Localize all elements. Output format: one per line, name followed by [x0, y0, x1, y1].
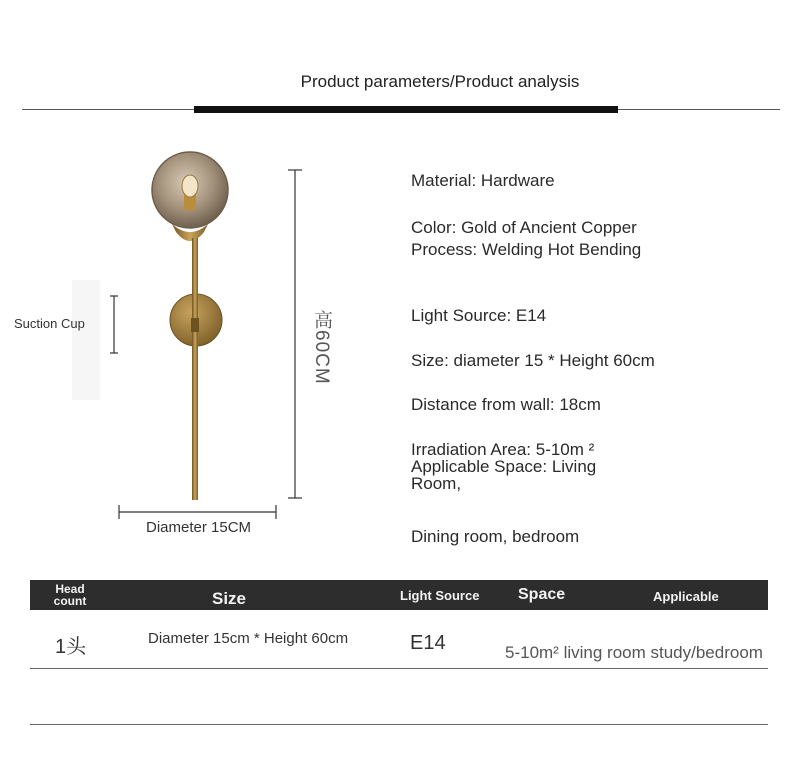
td-size: Diameter 15cm * Height 60cm — [148, 630, 349, 647]
spec-rooms: Dining room, bedroom — [411, 527, 580, 546]
height-dimension-label: 高60CM — [311, 310, 332, 385]
spec-size: Size: diameter 15 * Height 60cm — [411, 351, 655, 370]
spec-distance: Distance from wall: 18cm — [411, 395, 601, 414]
td-light-source: E14 — [410, 632, 446, 654]
th-light-source: Light Source — [400, 588, 480, 603]
spec-applicable-space: Applicable Space: Living Room, — [411, 457, 597, 493]
spec-color: Color: Gold of Ancient Copper — [411, 218, 637, 237]
spec-light-source: Light Source: E14 — [411, 306, 547, 325]
bulb — [182, 175, 198, 197]
spec-irradiation: Irradiation Area: 5-10m ² — [411, 440, 595, 459]
th-applicable: Applicable — [653, 589, 719, 604]
diameter-dimension-label: Diameter 15CM — [146, 519, 252, 536]
spec-process: Process: Welding Hot Bending — [411, 240, 642, 259]
rod-joint — [191, 318, 199, 332]
table-bottom-rule — [30, 724, 768, 725]
spec-material: Material: Hardware — [411, 171, 555, 190]
table-row-divider — [30, 668, 768, 669]
th-head-count: Head count — [53, 582, 87, 608]
suction-cup-label: Suction Cup — [14, 316, 85, 331]
th-size: Size — [212, 589, 247, 608]
suction-cup-highlight — [72, 280, 100, 400]
header-thick-rule — [194, 106, 618, 113]
td-head-count: 1头 — [55, 636, 87, 658]
wall-lamp-illustration — [0, 140, 360, 540]
brass-rod-front — [192, 238, 198, 500]
page-title: Product parameters/Product analysis — [300, 72, 580, 91]
td-space: 5-10m² living room study/bedroom — [505, 643, 763, 662]
th-space: Space — [518, 586, 566, 603]
